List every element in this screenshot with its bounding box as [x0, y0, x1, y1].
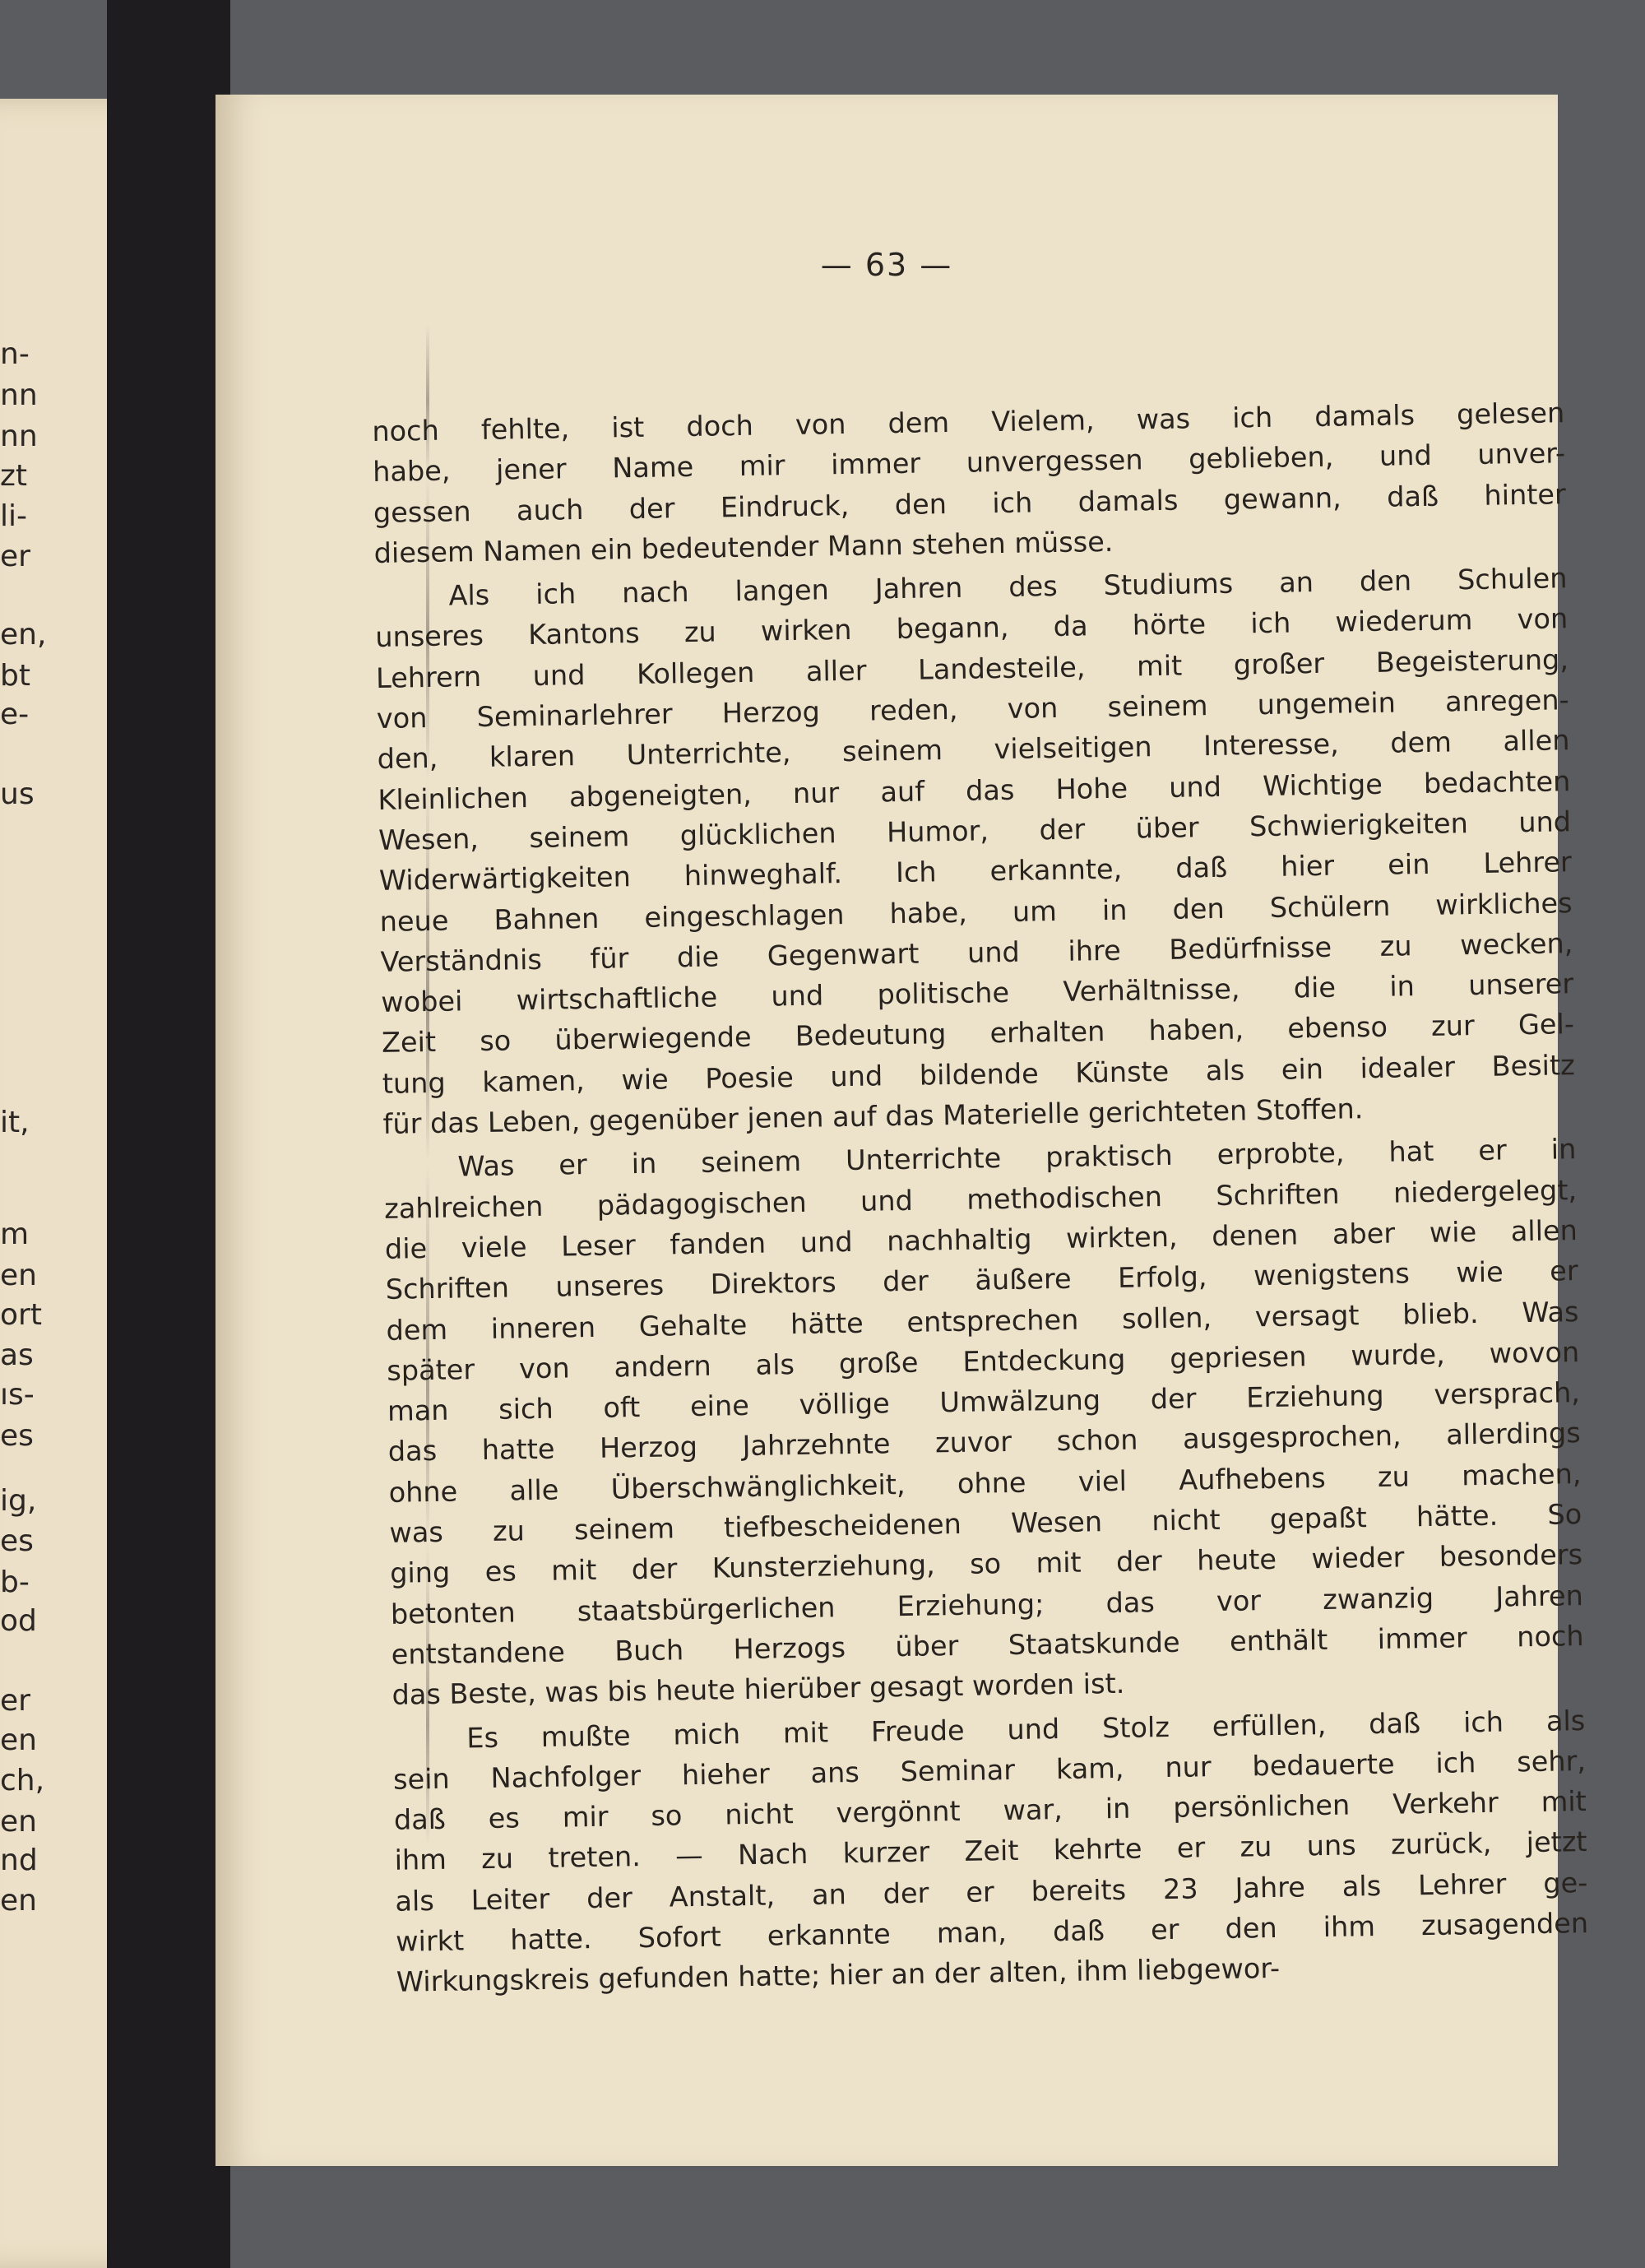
left-page-fragment: li- — [0, 499, 27, 533]
left-page-fragment: es — [0, 1524, 34, 1558]
paragraph — [383, 1129, 1585, 1715]
left-page-fragment: m — [0, 1217, 30, 1251]
text-line: Verständnis für die Gegenwart und ihre Bedürfnisse zu wecken, — [380, 927, 1573, 978]
left-page-fragment: it, — [0, 1106, 30, 1139]
left-page-fragment: b- — [0, 1565, 30, 1599]
text-line: man sich oft eine völlige Umwälzung der Erziehung versprach, — [387, 1376, 1581, 1427]
text-line: das hatte Herzog Jahrzehnte zuvor schon ausgesprochen, allerdings — [387, 1417, 1581, 1468]
left-page-fragment: en — [0, 1884, 37, 1918]
text-line: unseres Kantons zu wirken begann, da hörte ich wiederum von — [375, 602, 1569, 654]
left-page-fragment: ch, — [0, 1764, 45, 1797]
page-number: — 63 — — [820, 247, 953, 283]
left-page-fragment: nn — [0, 420, 38, 453]
text-line: tung kamen, wie Poesie und bildende Künste als ein idealer Besitz — [382, 1048, 1575, 1100]
left-page-fragment: ort — [0, 1298, 42, 1332]
text-line: Widerwärtigkeiten hinweghalf. Ich erkannte, daß hier ein Lehrer — [378, 846, 1573, 897]
text-line: Kleinlichen abgeneigten, nur auf das Hohe und Wichtige bedachten — [378, 764, 1571, 816]
text-line: für das Leben, gegenüber jenen auf das Materielle gerichteten Stoffen. — [382, 1092, 1364, 1140]
text-line: gessen auch der Eindruck, den ich damals gewann, daß hinter — [373, 477, 1567, 529]
paragraph — [392, 1700, 1589, 2003]
text-line: als Leiter der Anstalt, an der er bereits 23 Jahre als Lehrer ge- — [395, 1866, 1588, 1918]
text-line: von Seminarlehrer Herzog reden, von seinem ungemein anregen- — [376, 684, 1569, 735]
text-line: Was er in seinem Unterrichte praktisch erprobte, hat er in — [457, 1133, 1577, 1183]
right-page — [215, 95, 1589, 2166]
text-line: Lehrern und Kollegen aller Landesteile, mit großer Begeisterung, — [375, 642, 1569, 694]
text-line: habe, jener Name mir immer unvergessen geblieben, und unver- — [372, 437, 1566, 489]
text-line: daß es mir so nicht vergönnt war, in persönlichen Verkehr mit — [393, 1785, 1587, 1836]
text-line: das Beste, was bis heute hierüber gesagt worden ist. — [392, 1667, 1125, 1712]
left-page-fragment: es — [0, 1419, 34, 1453]
text-line: Wesen, seinem glücklichen Humor, der über Schwierigkeiten und — [378, 805, 1572, 856]
left-page-fragment: en, — [0, 618, 47, 652]
text-line: betonten staatsbürgerlichen Erziehung; das vor zwanzig Jahren — [390, 1579, 1584, 1630]
text-line: sein Nachfolger hieher ans Seminar kam, nur bedauerte ich sehr, — [392, 1744, 1587, 1796]
left-page-fragment: us — [0, 777, 35, 811]
left-page-fragment: as — [0, 1338, 34, 1372]
text-line: Zeit so überwiegende Bedeutung erhalten haben, ebenso zur Gel- — [381, 1008, 1575, 1060]
left-page-fragment: e- — [0, 698, 30, 731]
paragraph — [374, 558, 1576, 1144]
text-line: was zu seinem tiefbescheidenen Wesen nicht gepaßt hätte. So — [389, 1498, 1582, 1549]
text-line: zahlreichen pädagogischen und methodischen Schriften niedergelegt, — [383, 1173, 1578, 1225]
text-line: ihm zu treten. — Nach kurzer Zeit kehrte er zu uns zurück, jetzt — [394, 1825, 1587, 1877]
left-page-fragment: zt — [0, 459, 28, 493]
text-line: Schriften unseres Direktors der äußere Erfolg, wenigstens wie er — [385, 1255, 1578, 1306]
text-line: dem inneren Gehalte hätte entsprechen sollen, versagt blieb. Was — [386, 1295, 1579, 1347]
text-line: wirkt hatte. Sofort erkannte man, daß er den ihm zusagenden — [395, 1906, 1589, 1958]
left-page-fragment: ig, — [0, 1484, 37, 1518]
paragraph — [372, 392, 1567, 573]
book-spine — [107, 0, 230, 2268]
left-page-fragment: en — [0, 1805, 37, 1839]
text-line: Wirkungskreis gefunden hatte; hier an der alten, ihm liebgewor- — [396, 1952, 1281, 1999]
text-line: diesem Namen ein bedeutender Mann stehen müsse. — [373, 525, 1114, 569]
text-line: später von andern als große Entdeckung gepriesen wurde, wovon — [387, 1335, 1580, 1387]
left-page-fragment: er — [0, 1684, 30, 1718]
body-text — [372, 392, 1589, 2002]
text-line: neue Bahnen eingeschlagen habe, um in den Schülern wirkliches — [379, 886, 1573, 938]
left-page-fragment: od — [0, 1604, 37, 1638]
text-line: den, klaren Unterrichte, seinem vielseitigen Interesse, dem allen — [377, 724, 1570, 776]
text-line: wobei wirtschaftliche und politische Verhältnisse, die in unserer — [380, 967, 1574, 1019]
left-page-fragment: er — [0, 540, 30, 573]
text-line: Es mußte mich mit Freude und Stolz erfüllen, daß ich als — [466, 1704, 1586, 1754]
left-page-fragment: en — [0, 1259, 37, 1292]
text-line: ging es mit der Kunsterziehung, so mit der heute wieder besonders — [389, 1538, 1583, 1590]
text-line: die viele Leser fanden und nachhaltig wirkten, denen aber wie allen — [384, 1214, 1578, 1265]
left-page-fragment: nn — [0, 378, 38, 412]
left-page-fragment: ıs- — [0, 1378, 35, 1412]
text-line: entstandene Buch Herzogs über Staatskunde enthält immer noch — [391, 1619, 1584, 1671]
left-page-fragment: n- — [0, 337, 30, 371]
text-line: noch fehlte, ist doch von dem Vielem, was ich damals gelesen — [372, 397, 1565, 448]
left-page-fragment: en — [0, 1723, 37, 1757]
text-line: ohne alle Überschwänglichkeit, ohne viel Aufhebens zu machen, — [388, 1457, 1582, 1509]
left-page-fragment: bt — [0, 659, 30, 693]
text-line: Als ich nach langen Jahren des Studiums an den Schulen — [448, 562, 1568, 612]
left-page-fragment: nd — [0, 1844, 38, 1877]
